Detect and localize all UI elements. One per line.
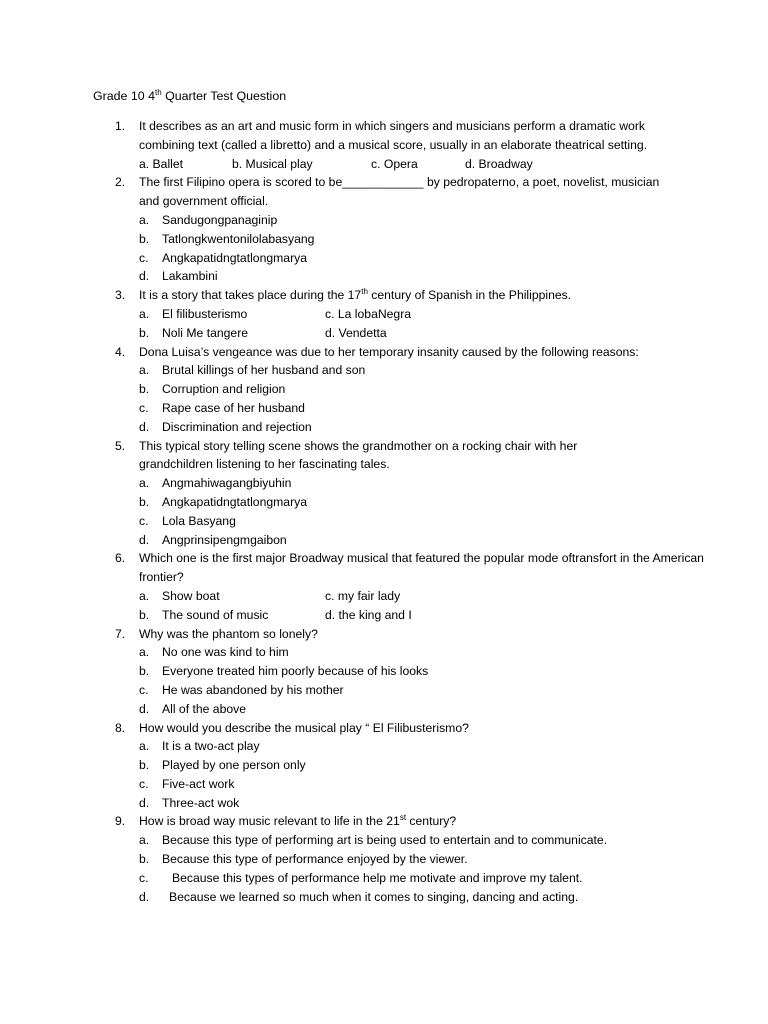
- option-a: a. Sandugongpanaginip: [139, 212, 278, 227]
- question-number: 9.: [115, 814, 126, 829]
- question-7: [0, 625, 768, 719]
- option-a-letter: a.: [139, 306, 150, 321]
- option-b: b. Angkapatidngtatlongmarya: [139, 494, 307, 509]
- option-row: [0, 324, 768, 343]
- option-b-text: Noli Me tangere: [162, 325, 249, 340]
- question-text: How would you describe the musical play “ El Filibusterismo?: [139, 720, 469, 735]
- option-c: c. La lobaNegra: [325, 306, 412, 321]
- question-8: [0, 719, 768, 813]
- option-c: c. Angkapatidngtatlongmarya: [139, 250, 307, 265]
- option-d: d. Because we learned so much when it comes to singing, dancing and acting.: [139, 889, 579, 904]
- question-text: Dona Luisa’s vengeance was due to her temporary insanity caused by the following reasons:: [139, 344, 639, 359]
- option-row: [0, 606, 768, 625]
- option-row: [0, 305, 768, 324]
- option-a-letter: a.: [139, 588, 150, 603]
- question-text: Which one is the first major Broadway musical that featured the popular mode oftransfort in the American frontier?: [139, 551, 704, 585]
- option-b: b. Everyone treated him poorly because of his looks: [139, 664, 429, 679]
- question-number: 5.: [115, 438, 126, 453]
- option-b: b. Tatlongkwentonilolabasyang: [139, 231, 315, 246]
- question-3: [0, 286, 768, 342]
- question-list: [0, 117, 768, 906]
- question-number: 7.: [115, 626, 126, 641]
- option-d: d. Vendetta: [325, 325, 387, 340]
- option-c: c. Opera: [371, 156, 418, 171]
- question-text: It describes as an art and music form in which singers and musicians perform a dramatic work combining text (called a libretto) and a musical score, usually in an elaborate theatrical setting.: [139, 119, 648, 152]
- question-1: [0, 117, 768, 173]
- question-text: How is broad way music relevant to life in the 21st century?: [139, 813, 457, 829]
- option-b: b. Because this type of performance enjoyed by the viewer.: [139, 852, 468, 867]
- option-c: c. Five-act work: [139, 776, 235, 791]
- option-a-text: El filibusterismo: [162, 306, 248, 321]
- option-b: b. Musical play: [232, 156, 313, 171]
- option-d: d. Angprinsipengmgaibon: [139, 532, 287, 547]
- question-4: [0, 343, 768, 437]
- option-b: b. Corruption and religion: [139, 382, 286, 397]
- option-d: d. Lakambini: [139, 269, 218, 284]
- option-c: c. Lola Basyang: [139, 513, 236, 528]
- question-text: The first Filipino opera is scored to be____________ by pedropaterno, a poet, novelist, musician and government official.: [139, 175, 660, 209]
- option-c: c. Because this types of performance help me motivate and improve my talent.: [139, 870, 583, 885]
- question-number: 4.: [115, 344, 126, 359]
- option-a: a. Brutal killings of her husband and son: [139, 363, 366, 378]
- option-c: c. Rape case of her husband: [139, 400, 305, 415]
- question-2: [0, 173, 768, 286]
- option-a: a. Ballet: [139, 156, 184, 171]
- option-d: d. All of the above: [139, 701, 247, 716]
- option-d: d. Broadway: [465, 156, 533, 171]
- option-c: c. He was abandoned by his mother: [139, 682, 344, 697]
- option-b-letter: b.: [139, 607, 150, 622]
- question-text: This typical story telling scene shows the grandmother on a rocking chair with her grandchildren listening to her fascinating tales.: [139, 438, 578, 472]
- question-number: 3.: [115, 288, 126, 303]
- question-number: 8.: [115, 720, 126, 735]
- option-row: [0, 587, 768, 606]
- question-number: 1.: [115, 119, 126, 133]
- question-6: [0, 549, 768, 624]
- option-d: d. Three-act wok: [139, 795, 240, 810]
- option-d: d. Discrimination and rejection: [139, 419, 312, 434]
- question-5: [0, 437, 768, 550]
- question-number: 6.: [115, 551, 126, 566]
- option-b-text: The sound of music: [162, 607, 269, 622]
- option-a-text: Show boat: [162, 588, 220, 603]
- option-a: a. Because this type of performing art is being used to entertain and to communicate.: [139, 833, 608, 848]
- option-d: d. the king and I: [325, 607, 412, 622]
- option-a: a. No one was kind to him: [139, 645, 289, 660]
- option-a: a. It is a two-act play: [139, 739, 260, 754]
- question-text: It is a story that takes place during the 17th century of Spanish in the Philippines.: [139, 287, 572, 303]
- question-number: 2.: [115, 175, 126, 190]
- option-row: [0, 155, 768, 174]
- option-b-letter: b.: [139, 325, 150, 340]
- option-a: a. Angmahiwagangbiyuhin: [139, 476, 292, 491]
- option-b: b. Played by one person only: [139, 758, 306, 773]
- question-text: Why was the phantom so lonely?: [139, 626, 318, 641]
- option-c: c. my fair lady: [325, 588, 401, 603]
- question-9: [0, 812, 768, 906]
- document-title: Grade 10 4th Quarter Test Question: [93, 87, 287, 103]
